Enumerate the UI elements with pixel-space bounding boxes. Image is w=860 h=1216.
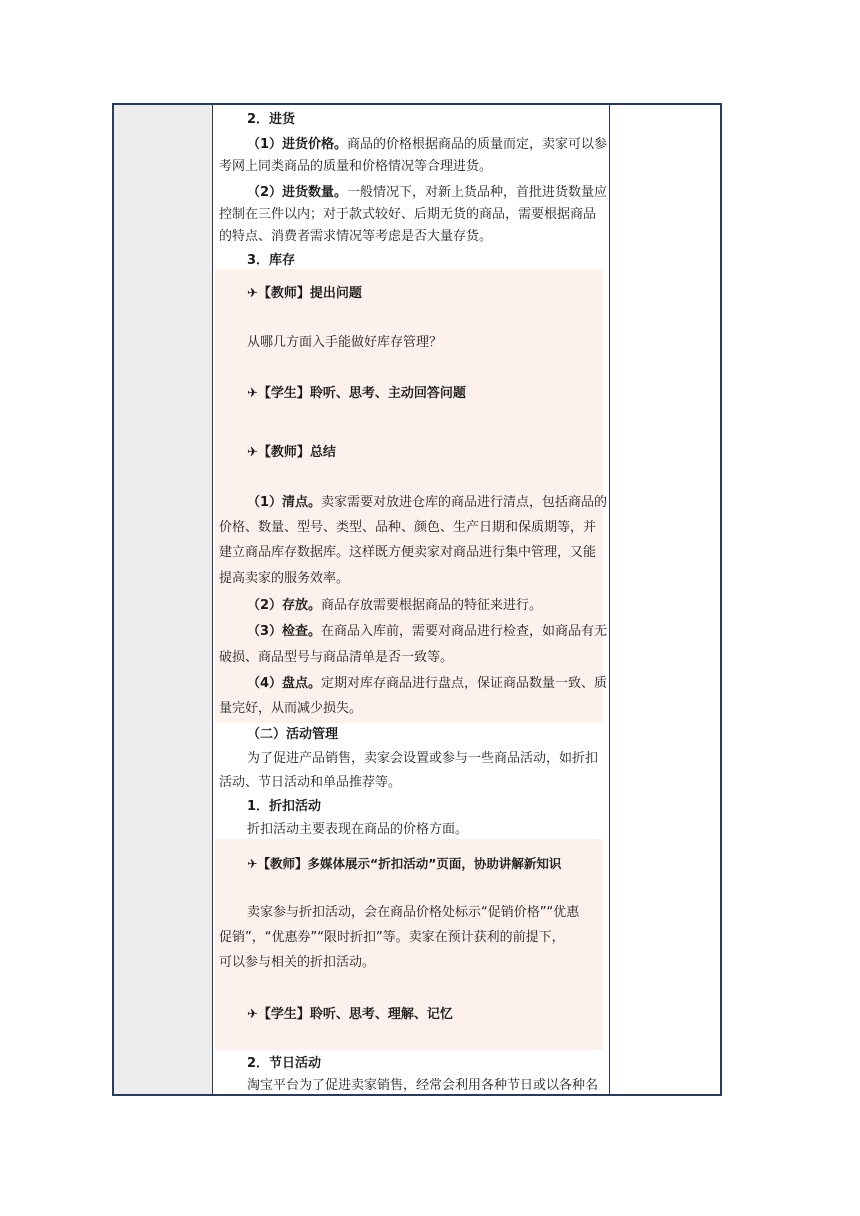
paragraph-line: 卖家参与折扣活动，会在商品价格处标示“促销价格”“优惠 <box>247 905 580 920</box>
teacher-media-label: ✈【教师】多媒体展示“折扣活动”页面，协助讲解新知识 <box>247 856 562 871</box>
paragraph-line: 的特点、消费者需求情况等考虑是否大量存货。 <box>219 229 493 244</box>
table-left-column <box>114 105 213 1094</box>
student-response-label: ✈【学生】聆听、思考、主动回答问题 <box>247 386 466 401</box>
heading-huodong: （二）活动管理 <box>247 727 339 742</box>
heading-jieri: 2．节日活动 <box>247 1056 322 1071</box>
paragraph-line: 淘宝平台为了促进卖家销售，经常会利用各种节日或以各种名 <box>247 1078 599 1093</box>
paragraph-line: 考网上同类商品的质量和价格情况等合理进货。 <box>219 159 493 174</box>
paragraph-line: 破损、商品型号与商品清单是否一致等。 <box>219 650 454 665</box>
paragraph-line: 可以参与相关的折扣活动。 <box>219 955 376 970</box>
paragraph-line: （4）盘点。定期对库存商品进行盘点，保证商品数量一致、质 <box>247 676 608 691</box>
paragraph-line: 控制在三件以内；对于款式较好、后期无货的商品，需要根据商品 <box>219 207 597 222</box>
paragraph-line: 促销”，“优惠券”“限时折扣”等。卖家在预计获利的前提下， <box>219 930 565 945</box>
paragraph-line: 折扣活动主要表现在商品的价格方面。 <box>247 822 469 837</box>
paragraph-line: 价格、数量、型号、类型、品种、颜色、生产日期和保质期等，并 <box>219 520 597 535</box>
table-content-column <box>213 105 609 1094</box>
paragraph-line: 量完好，从而减少损失。 <box>219 701 363 716</box>
paragraph-line: （2）存放。商品存放需要根据商品的特征来进行。 <box>247 598 543 613</box>
teacher-summary-label: ✈【教师】总结 <box>247 445 336 460</box>
paragraph-line: 为了促进产品销售，卖家会设置或参与一些商品活动，如折扣 <box>247 751 599 766</box>
heading-jinhuo: 2．进货 <box>247 112 296 127</box>
paragraph-line: 建立商品库存数据库。这样既方便卖家对商品进行集中管理，又能 <box>219 545 597 560</box>
paragraph-line: （2）进货数量。一般情况下，对新上货品种，首批进货数量应 <box>247 185 608 200</box>
paragraph-line: 提高卖家的服务效率。 <box>219 571 350 586</box>
student-response-label: ✈【学生】聆听、思考、理解、记忆 <box>247 1007 453 1022</box>
heading-zhekou: 1．折扣活动 <box>247 799 322 814</box>
paragraph-line: （3）检查。在商品入库前，需要对商品进行检查，如商品有无 <box>247 624 608 639</box>
paragraph-line: （1）进货价格。商品的价格根据商品的质量而定，卖家可以参 <box>247 137 608 152</box>
teacher-question-label: ✈【教师】提出问题 <box>247 286 362 301</box>
teacher-question-text: 从哪几方面入手能做好库存管理？ <box>247 335 443 350</box>
heading-kucun: 3．库存 <box>247 253 296 268</box>
paragraph-line: （1）清点。卖家需要对放进仓库的商品进行清点，包括商品的 <box>247 495 608 510</box>
table-right-column <box>609 105 720 1094</box>
paragraph-line: 活动、节日活动和单品推荐等。 <box>219 775 402 790</box>
lesson-table <box>112 103 722 1096</box>
